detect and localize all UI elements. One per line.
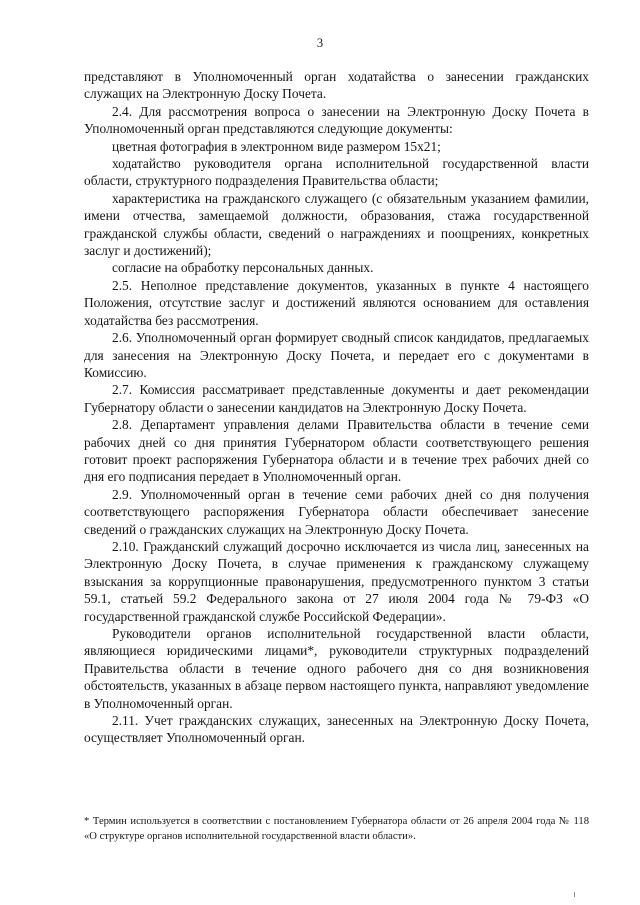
paragraph-2-9: 2.9. Уполномоченный орган в течение семи рабочих дней со дня получения соответствующего распоряжения Губернатора области обеспечивает занесение сведений о гражданских служащих на Электронную Доску Почета. (84, 486, 589, 537)
paragraph-continuation: представляют в Уполномоченный орган ходатайства о занесении гражданских служащих на Электронную Доску Почета. (84, 69, 589, 102)
list-item-characteristic: характеристика на гражданского служащего (с обязательным указанием фамилии, имени отчества, замещаемой должности, образования, стажа государственной гражданской службы области, сведений о награждениях и поощрениях, конкретных заслуг и достижений); (84, 190, 589, 259)
footnote-text: * Термин используется в соответствии с постановлением Губернатора области от 26 апреля 2004 года № 118 «О структуре органов исполнительной государственной власти области». (84, 816, 589, 842)
list-item-petition: ходатайство руководителя органа исполнительной государственной власти области, структурного подразделения Правительства области; (84, 156, 589, 189)
paragraph-2-11: 2.11. Учет гражданских служащих, занесенных на Электронную Доску Почета, осуществляет Уполномоченный орган. (84, 713, 589, 746)
document-body (84, 68, 589, 747)
paragraph-2-7: 2.7. Комиссия рассматривает представленные документы и дает рекомендации Губернатору области о занесении кандидатов на Электронную Доску Почета. (84, 382, 589, 415)
paragraph-2-10: 2.10. Гражданский служащий досрочно исключается из числа лиц, занесенных на Электронную Доску Почета, в случае применения к гражданскому служащему взыскания за коррупционные правонарушения, предусмотренного пунктом 3 статьи 59.1, статьей 59.2 Федерального закона от 27 июля 2004 года № 79-ФЗ «О государственной гражданской службе Российской Федерации». (84, 538, 589, 624)
paragraph-2-4: 2.4. Для рассмотрения вопроса о занесении на Электронную Доску Почета в Уполномоченный орган представляются следующие документы: (84, 103, 589, 137)
scan-mark (574, 892, 575, 897)
paragraph-2-5: 2.5. Неполное представление документов, указанных в пункте 4 настоящего Положения, отсутствие заслуг и достижений являются основанием для оставления ходатайства без рассмотрения. (84, 277, 589, 328)
list-item-consent: согласие на обработку персональных данных. (112, 260, 374, 276)
footnote (84, 814, 589, 844)
paragraph-2-8: 2.8. Департамент управления делами Правительства области в течение семи рабочих дней со дня принятия Губернатором области соответствующего решения готовит проект распоряжения Губернатора области и в течение трех рабочих дней со дня его подписания передает в Уполномоченный орган. (84, 417, 589, 485)
paragraph-heads-notification: Руководители органов исполнительной государственной власти области, являющиеся юридическими лицами*, руководители структурных подразделений Правительства области в течение одного рабочего дня со дня возникновения обстоятельств, указанных в абзаце первом настоящего пункта, направляют уведомление в Уполномоченный орган. (84, 626, 589, 711)
page-number: 3 (316, 36, 324, 50)
list-item-photo: цветная фотография в электронном виде размером 15х21; (112, 138, 441, 154)
paragraph-2-6: 2.6. Уполномоченный орган формирует сводный список кандидатов, предлагаемых для занесения на Электронную Доску Почета, и передает его с документами в Комиссию. (84, 330, 589, 380)
